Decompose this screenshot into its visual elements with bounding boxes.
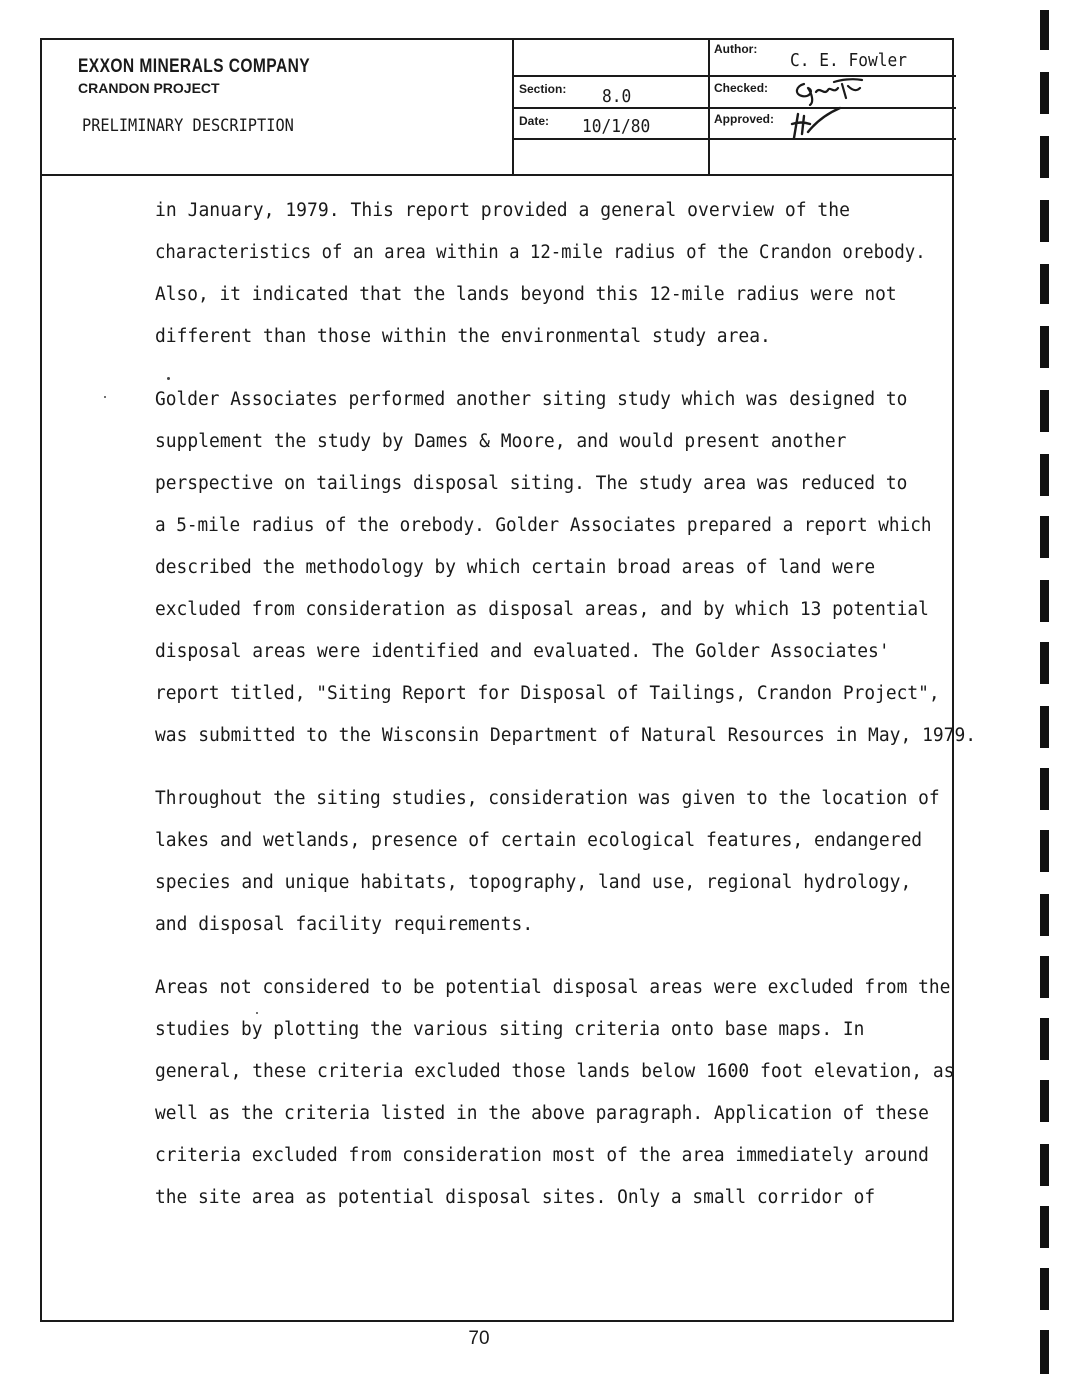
binding-hole-mark — [1040, 390, 1049, 432]
paragraph-line: was submitted to the Wisconsin Department of Natural Resources in May, 1979. — [155, 725, 977, 746]
binding-hole-mark — [1040, 326, 1049, 368]
author-value: C. E. Fowler — [790, 50, 908, 71]
paragraph-line: lakes and wetlands, presence of certain ecological features, endangered — [155, 830, 923, 851]
binding-hole-mark — [1040, 10, 1049, 50]
paragraph-line: Golder Associates performed another siting study which was designed to — [155, 389, 908, 410]
binding-hole-mark — [1040, 1330, 1049, 1374]
paragraph-line: Throughout the siting studies, consideration was given to the location of — [155, 788, 940, 809]
paragraph-line: perspective on tailings disposal siting. The study area was reduced to — [155, 473, 908, 494]
binding-hole-mark — [1040, 894, 1049, 936]
binding-hole-mark — [1040, 768, 1049, 810]
paragraph-line: and disposal facility requirements. — [155, 914, 534, 935]
binding-hole-mark — [1040, 136, 1049, 178]
paragraph-line: well as the criteria listed in the above paragraph. Application of these — [155, 1103, 929, 1124]
paragraph-line: characteristics of an area within a 12-mile radius of the Crandon orebody. — [155, 242, 926, 263]
project-name: CRANDON PROJECT — [78, 80, 220, 96]
paragraph-line: disposal areas were identified and evaluated. The Golder Associates' — [155, 641, 890, 662]
binding-hole-mark — [1040, 1080, 1049, 1122]
binding-hole-mark — [1040, 956, 1049, 998]
paragraph-line: studies by plotting the various siting criteria onto base maps. In — [155, 1019, 865, 1040]
paragraph-line: a 5-mile radius of the orebody. Golder Associates prepared a report which — [155, 515, 932, 536]
document-type: PRELIMINARY DESCRIPTION — [82, 116, 294, 136]
binding-hole-mark — [1040, 200, 1049, 242]
binding-hole-mark — [1040, 1206, 1049, 1248]
paragraph-line: species and unique habitats, topography, land use, regional hydrology, — [155, 872, 912, 893]
binding-hole-mark — [1040, 516, 1049, 558]
paragraph-line: general, these criteria excluded those lands below 1600 foot elevation, as — [155, 1061, 955, 1082]
page-number: 70 — [468, 1328, 490, 1349]
binding-hole-mark — [1040, 1268, 1049, 1310]
binding-hole-mark — [1040, 264, 1049, 304]
approved-label: Approved: — [714, 112, 774, 126]
paragraph-line: excluded from consideration as disposal areas, and by which 13 potential — [155, 599, 929, 620]
date-value: 10/1/80 — [582, 116, 651, 137]
paragraph-line: the site area as potential disposal sites. Only a small corridor of — [155, 1187, 876, 1208]
binding-hole-mark — [1040, 580, 1049, 622]
scan-speck — [167, 377, 170, 380]
binding-hole-mark — [1040, 1144, 1049, 1186]
section-value: 8.0 — [602, 86, 632, 107]
paragraph-line: Areas not considered to be potential disposal areas were excluded from the — [155, 977, 951, 998]
scan-speck — [104, 396, 106, 398]
paragraph-line: supplement the study by Dames & Moore, and would present another — [155, 431, 847, 452]
paragraph-line: described the methodology by which certain broad areas of land were — [155, 557, 876, 578]
binding-hole-mark — [1040, 830, 1049, 872]
binding-hole-mark — [1040, 72, 1049, 114]
date-label: Date: — [519, 114, 550, 128]
paragraph-line: Also, it indicated that the lands beyond this 12-mile radius were not — [155, 284, 897, 305]
author-label: Author: — [714, 42, 758, 56]
paragraph-line: criteria excluded from consideration most of the area immediately around — [155, 1145, 929, 1166]
binding-hole-mark — [1040, 706, 1049, 748]
checked-label: Checked: — [714, 81, 769, 95]
paragraph-line: in January, 1979. This report provided a general overview of the — [155, 200, 851, 221]
section-label: Section: — [519, 82, 567, 96]
paragraph-line: report titled, "Siting Report for Disposal of Tailings, Crandon Project", — [155, 683, 940, 704]
binding-hole-mark — [1040, 1018, 1049, 1060]
paragraph-line: different than those within the environmental study area. — [155, 326, 771, 347]
binding-hole-mark — [1040, 642, 1049, 684]
company-name: EXXON MINERALS COMPANY — [78, 56, 311, 77]
scan-speck — [256, 1012, 258, 1014]
binding-hole-mark — [1040, 454, 1049, 496]
